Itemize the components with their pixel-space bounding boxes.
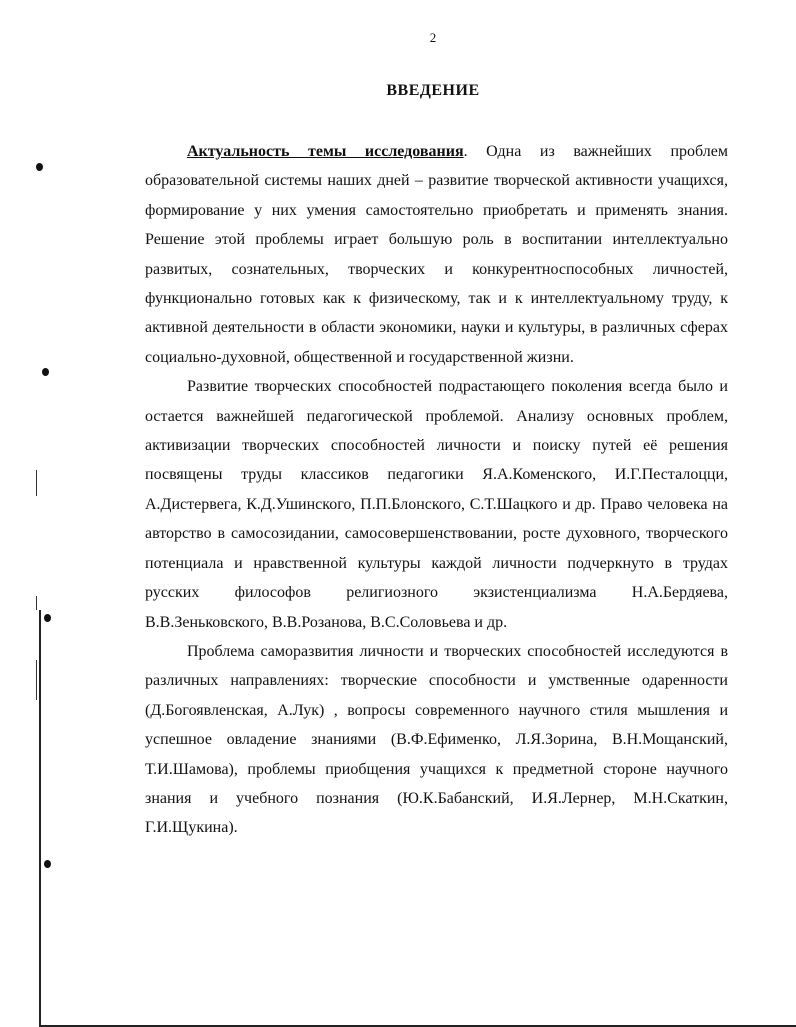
scan-border-left [39,610,41,1027]
paragraph-text: Одна из важнейших проблем образовательной системы наших дней – развитие творческой активности учащихся, формирование у них умения самостоятельно приобретать и применять знания. Решение этой проблемы играет большую роль в воспитании интеллектуально развитых, сознательных, творческих и конкурентноспособных личностей, функционально готовых как к физическому, так и к интеллектуальному труду, к активной деятельности в области экономики, науки и культуры, в различных сферах социально-духовной, общественной и государственной жизни. [145,143,729,366]
binder-hole-mark [42,368,49,376]
binder-hole-mark [44,860,51,868]
lead-period: . [463,143,468,160]
margin-tick-mark [36,660,37,700]
page-title: ВВЕДЕНИЕ [386,82,480,99]
document-body [145,137,728,843]
section-lead: Актуальность темы исследования [187,143,464,160]
paragraph-history: Развитие творческих способностей подрастающего поколения всегда было и остается важнейшей педагогической проблемой. Анализу основных проблем, активизации творческих способностей личности и поиску путей её решения посвящены труды классиков педагогики Я.А.Коменского, И.Г.Песталоцци, А.Дистервега, К.Д.Ушинского, П.П.Блонского, С.Т.Шацкого и др. Право человека на авторство в самосозидании, самосовершенствовании, росте духовного, творческого потенциала и нравственной культуры каждой личности подчеркнуто в трудах русских философов религиозного экзистенциализма Н.А.Бердяева, В.В.Зеньковского, В.В.Розанова, В.С.Соловьева и др. [145,378,728,631]
binder-hole-mark [44,614,51,622]
paragraph-relevance [145,137,728,372]
margin-tick-mark [36,470,37,496]
paragraph-research: Проблема саморазвития личности и творческих способностей исследуются в различных направлениях: творческие способности и умственные одаренности (Д.Богоявленская, А.Лук) , вопросы современного научного стиля мышления и успешное овладение знаниями (В.Ф.Ефименко, Л.Я.Зорина, В.Н.Мощанский, Т.И.Шамова), проблемы приобщения учащихся к предметной стороне научного знания и учебного познания (Ю.К.Бабанский, И.Я.Лернер, М.Н.Скаткин, Г.И.Щукина). [145,642,728,837]
binder-hole-mark [36,163,43,171]
margin-tick-mark [36,596,37,610]
page-number: 2 [429,30,437,45]
